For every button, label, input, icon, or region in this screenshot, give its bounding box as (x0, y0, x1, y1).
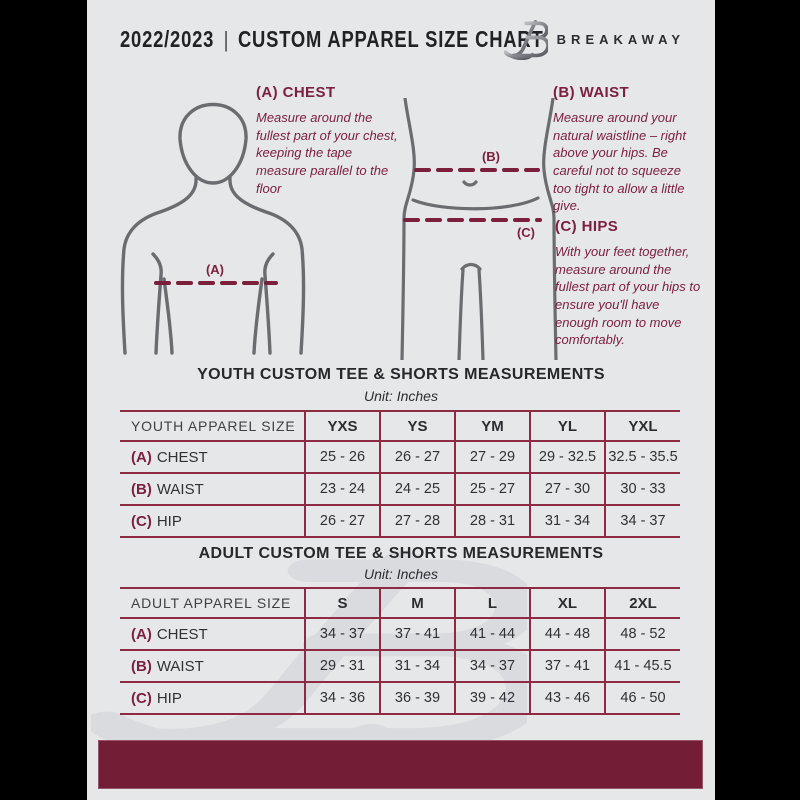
youth-apparel-size-header: YOUTH APPAREL SIZE (131, 418, 296, 434)
brand-name: BREAKAWAY (556, 31, 685, 47)
row-marker: (A) (131, 448, 152, 466)
table-row (120, 505, 680, 537)
row-label-chest (120, 618, 305, 650)
value-cell: 46 - 50 (605, 682, 680, 714)
value-cell: 30 - 33 (605, 473, 680, 505)
waist-description: Measure around your natural waistline – right above your hips. Be careful not to squeeze too tight to allow a little give. (553, 110, 686, 214)
size-col-header: M (380, 588, 455, 618)
footer-bar (98, 740, 703, 789)
size-chart-document (87, 0, 715, 800)
value-cell: 24 - 25 (380, 473, 455, 505)
value-cell: 32.5 - 35.5 (605, 441, 680, 473)
value-cell: 25 - 27 (455, 473, 530, 505)
row-name: HIP (156, 512, 182, 530)
row-label-chest (120, 441, 305, 473)
size-col-header: YXL (605, 411, 680, 441)
breakaway-logo-icon (504, 18, 548, 60)
size-col-header: YL (530, 411, 605, 441)
row-marker: (A) (131, 625, 152, 643)
hips-description: With your feet together, measure around the fullest part of your hips to ensure you'll have enough room to move comfortably. (555, 244, 701, 348)
waist-guide (553, 84, 699, 215)
row-name: HIP (156, 689, 182, 707)
hips-guide (555, 218, 705, 349)
value-cell: 44 - 48 (530, 618, 605, 650)
value-cell: 39 - 42 (455, 682, 530, 714)
value-cell: 26 - 27 (305, 505, 380, 537)
value-cell: 23 - 24 (305, 473, 380, 505)
size-col-header: YS (380, 411, 455, 441)
chart-title: CUSTOM APPAREL SIZE CHART (237, 26, 544, 52)
value-cell: 37 - 41 (530, 650, 605, 682)
value-cell: 29 - 32.5 (530, 441, 605, 473)
size-col-header: XL (530, 588, 605, 618)
size-col-header: YXS (305, 411, 380, 441)
value-cell: 43 - 46 (530, 682, 605, 714)
value-cell: 34 - 36 (305, 682, 380, 714)
row-label-waist (120, 473, 305, 505)
waist-marker-label: (B) (481, 149, 501, 164)
value-cell: 34 - 37 (605, 505, 680, 537)
value-cell: 34 - 37 (305, 618, 380, 650)
lower-torso-illustration (388, 98, 570, 360)
row-name: CHEST (156, 448, 208, 466)
value-cell: 29 - 31 (305, 650, 380, 682)
title-separator: | (223, 27, 229, 52)
adult-size-table (120, 587, 680, 715)
chest-description: Measure around the fullest part of your chest, keeping the tape measure parallel to the floor (256, 110, 398, 196)
value-cell: 34 - 37 (455, 650, 530, 682)
youth-table-title: YOUTH CUSTOM TEE & SHORTS MEASUREMENTS (197, 366, 605, 383)
row-marker: (B) (131, 657, 152, 675)
chest-heading: (A) CHEST (256, 84, 336, 101)
value-cell: 37 - 41 (380, 618, 455, 650)
row-name: CHEST (156, 625, 208, 643)
chest-marker-label: (A) (205, 262, 225, 277)
table-row (120, 682, 680, 714)
brand-group (504, 18, 685, 60)
value-cell: 25 - 26 (305, 441, 380, 473)
waist-heading: (B) WAIST (553, 84, 630, 101)
value-cell: 31 - 34 (530, 505, 605, 537)
value-cell: 36 - 39 (380, 682, 455, 714)
row-name: WAIST (156, 657, 204, 675)
youth-size-table (120, 410, 680, 538)
value-cell: 41 - 44 (455, 618, 530, 650)
table-row (120, 473, 680, 505)
table-row (120, 618, 680, 650)
value-cell: 27 - 29 (455, 441, 530, 473)
table-row (120, 650, 680, 682)
value-cell: 27 - 30 (530, 473, 605, 505)
hips-marker-label: (C) (516, 225, 536, 240)
adult-table-title: ADULT CUSTOM TEE & SHORTS MEASUREMENTS (198, 545, 604, 562)
size-col-header: L (455, 588, 530, 618)
page-title (120, 26, 544, 53)
row-marker: (C) (131, 512, 152, 530)
row-label-hip (120, 505, 305, 537)
masthead (120, 16, 685, 66)
row-name: WAIST (156, 480, 204, 498)
value-cell: 41 - 45.5 (605, 650, 680, 682)
adult-apparel-size-header: ADULT APPAREL SIZE (131, 595, 292, 611)
value-cell: 48 - 52 (605, 618, 680, 650)
row-marker: (B) (131, 480, 152, 498)
size-col-header: S (305, 588, 380, 618)
adult-table-unit: Unit: Inches (364, 566, 438, 582)
table-row (120, 441, 680, 473)
value-cell: 27 - 28 (380, 505, 455, 537)
value-cell: 31 - 34 (380, 650, 455, 682)
table-header-row (120, 588, 680, 618)
value-cell: 28 - 31 (455, 505, 530, 537)
size-col-header: 2XL (605, 588, 680, 618)
table-header-row (120, 411, 680, 441)
hips-heading: (C) HIPS (555, 218, 619, 235)
size-col-header: YM (455, 411, 530, 441)
season-label: 2022/2023 (120, 26, 215, 52)
row-label-hip (120, 682, 305, 714)
value-cell: 26 - 27 (380, 441, 455, 473)
chest-guide (256, 84, 398, 197)
row-label-waist (120, 650, 305, 682)
measuring-guide (87, 78, 715, 370)
youth-table-unit: Unit: Inches (364, 388, 438, 404)
row-marker: (C) (131, 689, 152, 707)
